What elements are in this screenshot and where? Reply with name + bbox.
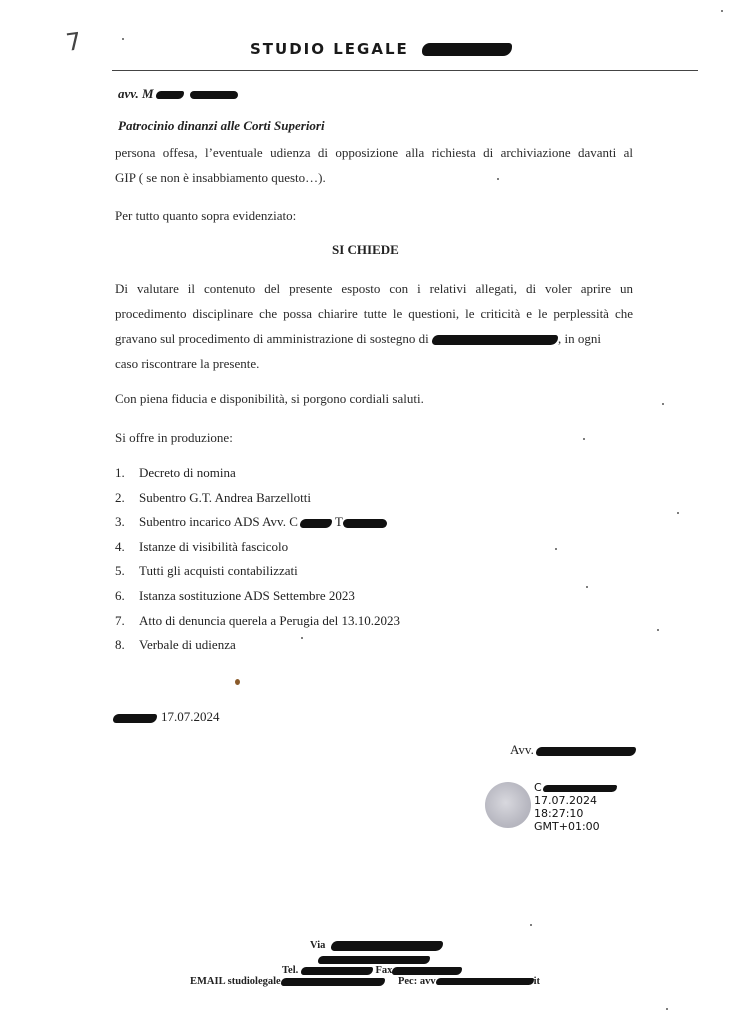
scan-speck: [497, 178, 499, 180]
scan-speck: [721, 10, 723, 12]
redaction-mark: [281, 978, 385, 986]
list-item: 4. Istanze di visibilità fascicolo: [115, 538, 289, 554]
redaction-mark: [543, 785, 617, 792]
scan-speck: [301, 637, 303, 639]
redaction-mark: [392, 967, 462, 975]
digital-signature-stamp: [534, 781, 617, 833]
paragraph-line: persona offesa, l’eventuale udienza di opposizione alla richiesta di archiviazione davanti al: [115, 145, 633, 160]
paragraph-3: [115, 276, 633, 376]
redaction-mark: [436, 978, 534, 985]
paragraph-1: [115, 140, 633, 190]
paragraph-line: Di valutare il contenuto del presente esposto con i relativi allegati, di voler aprire un: [115, 281, 633, 296]
section-heading: SI CHIEDE: [332, 242, 399, 257]
footer-redacted-line: [318, 954, 430, 965]
page-title: [250, 40, 512, 58]
scan-speck: [657, 629, 659, 631]
paragraph-line: caso riscontrare la presente.: [115, 356, 260, 371]
redaction-mark: [536, 747, 636, 756]
stamp-time: 18:27:10: [534, 807, 584, 820]
paragraph-line: gravano sul procedimento di amministrazione di sostegno di , in ogni: [115, 331, 601, 346]
stamp-date: 17.07.2024: [534, 794, 597, 807]
digital-seal-icon: [485, 782, 531, 828]
scan-speck: [555, 548, 557, 550]
list-item: 8. Verbale di udienza: [115, 637, 236, 653]
redaction-mark: [301, 967, 373, 975]
scan-speck: [122, 38, 124, 40]
paragraph-2: [115, 203, 633, 228]
redaction-mark: [318, 956, 430, 964]
place-date: 17.07.2024: [113, 709, 220, 725]
list-item: 3. Subentro incarico ADS Avv. C T: [115, 510, 400, 535]
redaction-mark: [156, 91, 184, 99]
paragraph-5: [115, 425, 633, 450]
paragraph-4: [115, 386, 633, 411]
header-divider: [112, 70, 698, 71]
redaction-mark: [300, 519, 332, 528]
scan-speck: [530, 924, 532, 926]
scan-speck: [583, 438, 585, 440]
author-name: avv. M: [118, 86, 238, 102]
letterhead-subtitle: Patrocinio dinanzi alle Corti Superiori: [118, 118, 325, 133]
paragraph-line: Si offre in produzione:: [115, 430, 233, 445]
list-item: 1. Decreto di nomina: [115, 465, 236, 480]
handwritten-mark: 7: [64, 27, 84, 57]
paragraph-line: Con piena fiducia e disponibilità, si porgono cordiali saluti.: [115, 391, 424, 406]
ink-stain: [235, 679, 240, 685]
redaction-mark: [190, 91, 238, 99]
paragraph-line: GIP ( se non è insabbiamento questo…).: [115, 170, 326, 185]
redaction-mark: [343, 519, 387, 528]
list-item: 6. Istanza sostituzione ADS Settembre 2023: [115, 587, 355, 603]
scan-speck: [666, 1008, 668, 1010]
attachments-list: [115, 461, 400, 658]
redaction-mark: [113, 714, 157, 723]
scan-speck: [662, 403, 664, 405]
list-item: 2. Subentro G.T. Andrea Barzellotti: [115, 489, 311, 505]
stamp-timezone: GMT+01:00: [534, 820, 600, 833]
footer-address: Via: [310, 940, 443, 951]
footer-email: EMAIL studiolegale Pec: avv it: [190, 976, 540, 987]
list-item: 5. Tutti gli acquisti contabilizzati: [115, 563, 298, 579]
stamp-signer: C: [534, 781, 617, 794]
redaction-mark: [331, 941, 443, 951]
paragraph-line: procedimento disciplinare che possa chiarire tutte le questioni, le criticità e le perplessità che: [115, 306, 633, 321]
paragraph-line: Per tutto quanto sopra evidenziato:: [115, 208, 297, 223]
scan-speck: [677, 512, 679, 514]
letterhead-title: STUDIO LEGALE: [250, 40, 409, 58]
footer-phone-fax: Tel. Fax: [282, 965, 462, 976]
redaction-mark: [422, 43, 512, 56]
redaction-mark: [432, 335, 558, 345]
list-item: 7. Atto di denuncia querela a Perugia del 13.10.2023: [115, 612, 401, 628]
scan-speck: [586, 586, 588, 588]
signature-name: Avv.: [510, 742, 636, 758]
